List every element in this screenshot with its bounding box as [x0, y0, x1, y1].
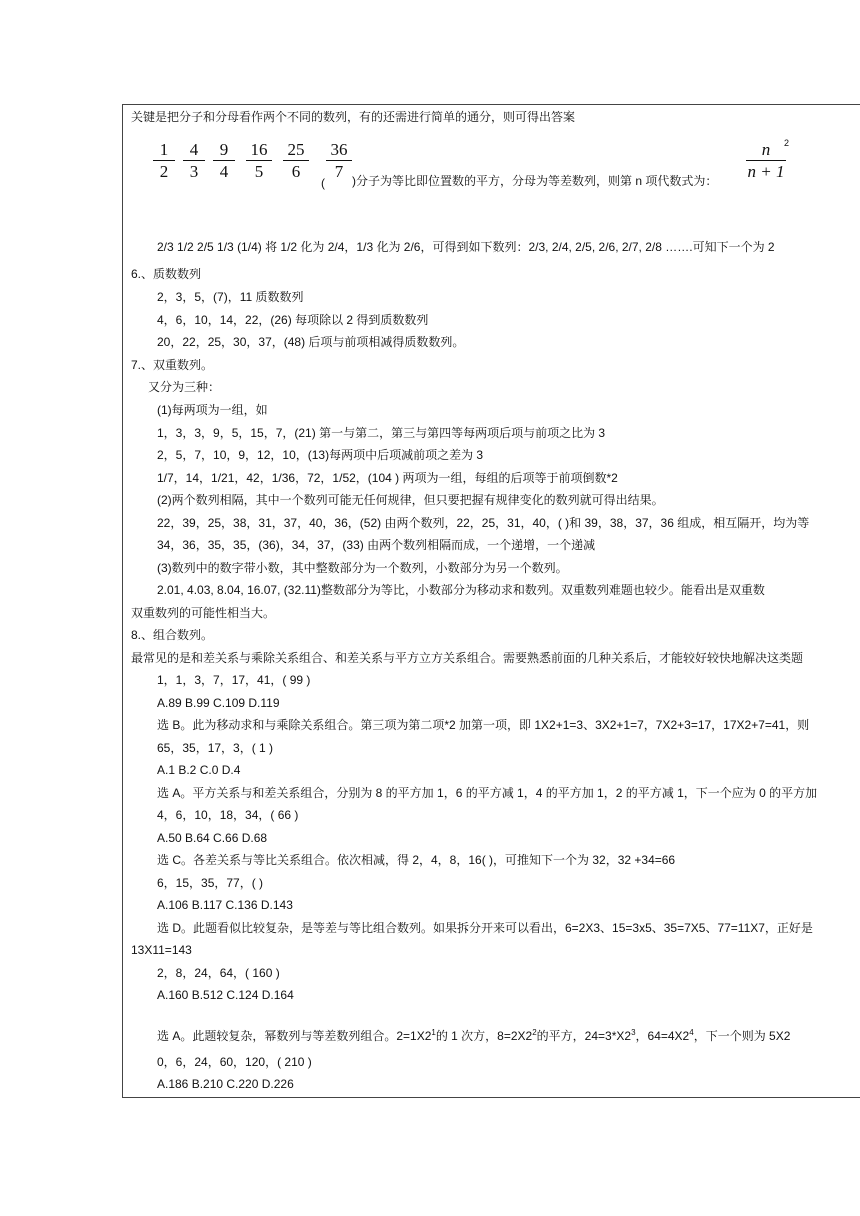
text-line: 选 D。此题看似比较复杂，是等差与等比组合数列。如果拆分开来可以看出，6=2X3、15=3x5、35=7X5、77=11X7，正好是: [157, 921, 813, 935]
text-segment: 的平方，24=3*X2: [536, 1029, 632, 1043]
answer-options: A.186 B.210 C.220 D.226: [157, 1077, 294, 1091]
text-line: 选 C。各差关系与等比关系组合。依次相减，得 2，4，8，16( )，可推知下一个为 32，32 +34=66: [157, 853, 676, 867]
text-line: 2，3，5，(7)，11 质数数列: [157, 290, 304, 304]
answer-options: A.50 B.64 C.66 D.68: [157, 831, 268, 845]
fraction-denominator: 6: [291, 162, 301, 181]
exponent: 4: [689, 1028, 694, 1037]
fraction-denominator: 4: [219, 162, 229, 181]
text-line: 又分为三种：: [148, 380, 221, 394]
fraction-4: [246, 140, 272, 181]
text-line: 2/3 1/2 2/5 1/3 (1/4) 将 1/2 化为 2/4，1/3 化为 2/6，可得到如下数列：2/3, 2/4, 2/5, 2/6, 2/7, 2/8 …….可知下一个为 2: [157, 240, 775, 254]
fraction-numerator: 25: [287, 140, 305, 159]
text-line: )分子为等比即位置数的平方，分母为等差数列，则第 n 项代数式为：: [352, 174, 718, 188]
exponent: 3: [631, 1028, 636, 1037]
section-heading: 6.、质数数列: [131, 267, 202, 281]
text-line: 选 A。平方关系与和差关系组合，分别为 8 的平方加 1，6 的平方减 1，4 的平方加 1，2 的平方减 1，下一个应为 0 的平方加: [157, 786, 818, 800]
text-line-with-exponents: [157, 1026, 790, 1043]
text-line: 选 B。此为移动求和与乘除关系组合。第三项为第二项*2 加第一项，即 1X2+1=3、3X2+1=7，7X2+3=17，17X2+7=41，则: [157, 718, 810, 732]
text-line: 最常见的是和差关系与乘除关系组合、和差关系与平方立方关系组合。需要熟悉前面的几种关系后，才能较好较快地解决这类题: [131, 651, 804, 665]
paren-open: (: [321, 176, 325, 190]
text-line: 0，6，24，60，120，( 210 ): [157, 1055, 312, 1069]
text-line: 2，5，7，10，9，12，10，(13)每两项中后项减前项之差为 3: [157, 448, 484, 462]
fraction-2: [183, 140, 205, 181]
fraction-numerator: 36: [330, 140, 348, 159]
text-line: 1，1，3，7，17，41，( 99 ): [157, 673, 311, 687]
text-line: 22，39，25，38，31，37，40，36，(52) 由两个数列，22，25，31，40，( )和 39，38，37，36 组成，相互隔开，均为等: [157, 516, 810, 530]
text-line: 关键是把分子和分母看作两个不同的数列，有的还需进行简单的通分，则可得出答案: [131, 110, 576, 124]
text-segment: 的 1 次方，8=2X2: [435, 1029, 533, 1043]
fraction-numerator: 9: [219, 140, 229, 159]
text-line: 2.01, 4.03, 8.04, 16.07, (32.11)整数部分为等比，小数部分为移动求和数列。双重数列难题也较少。能看出是双重数: [157, 583, 765, 597]
fraction-6: [326, 140, 352, 181]
text-segment: 选 A。此题较复杂，幂数列与等差数列组合。2=1X2: [157, 1029, 432, 1043]
text-line: (1)每两项为一组，如: [157, 403, 268, 417]
fraction-denominator: 3: [189, 162, 199, 181]
fraction-3: [213, 140, 235, 181]
fraction-denominator: 5: [254, 162, 264, 181]
section-heading: 7.、双重数列。: [131, 358, 214, 372]
exponent: 1: [431, 1028, 436, 1037]
fraction-denominator: 7: [334, 162, 344, 181]
exponent: 2: [532, 1028, 537, 1037]
answer-options: A.1 B.2 C.0 D.4: [157, 763, 241, 777]
answer-options: A.106 B.117 C.136 D.143: [157, 898, 293, 912]
text-line: 34，36，35，35，(36)，34，37，(33) 由两个数列相隔而成，一个递增，一个递减: [157, 538, 596, 552]
section-heading: 8.、组合数列。: [131, 628, 214, 642]
text-line: 65，35，17，3，( 1 ): [157, 741, 274, 755]
text-line: 2，8，24，64，( 160 ): [157, 966, 280, 980]
answer-options: A.160 B.512 C.124 D.164: [157, 988, 294, 1002]
answer-options: A.89 B.99 C.109 D.119: [157, 696, 280, 710]
text-segment: ，下一个则为 5X2: [693, 1029, 791, 1043]
formula-exponent: 2: [784, 138, 790, 148]
text-line: 4，6，10，18，34，( 66 ): [157, 808, 299, 822]
text-line: 13X11=143: [131, 943, 192, 957]
text-line: 双重数列的可能性相当大。: [131, 606, 276, 620]
fraction-5: [283, 140, 309, 181]
fraction-1: [153, 140, 175, 181]
fraction-numerator: 1: [159, 140, 169, 159]
fraction-numerator: 4: [189, 140, 199, 159]
text-line: 6，15，35，77，( ): [157, 876, 264, 890]
formula-denominator: n + 1: [747, 162, 785, 181]
fraction-denominator: 2: [159, 162, 169, 181]
text-line: 20，22，25，30，37，(48) 后项与前项相减得质数数列。: [157, 335, 465, 349]
fraction-numerator: 16: [250, 140, 268, 159]
text-line: 1/7，14，1/21，42，1/36，72，1/52，(104 ) 两项为一组，每组的后项等于前项倒数*2: [157, 471, 618, 485]
nth-term-formula: [746, 140, 786, 181]
text-line: (3)数列中的数字带小数，其中整数部分为一个数列，小数部分为另一个数列。: [157, 561, 568, 575]
formula-numerator: n: [761, 140, 771, 159]
text-line: 1，3，3，9，5，15，7，(21) 第一与第二，第三与第四等每两项后项与前项之比为 3: [157, 426, 606, 440]
text-line: (2)两个数列相隔，其中一个数列可能无任何规律，但只要把握有规律变化的数列就可得出结果。: [157, 493, 664, 507]
text-segment: ，64=4X2: [635, 1029, 690, 1043]
text-line: 4，6，10，14，22，(26) 每项除以 2 得到质数数列: [157, 313, 429, 327]
